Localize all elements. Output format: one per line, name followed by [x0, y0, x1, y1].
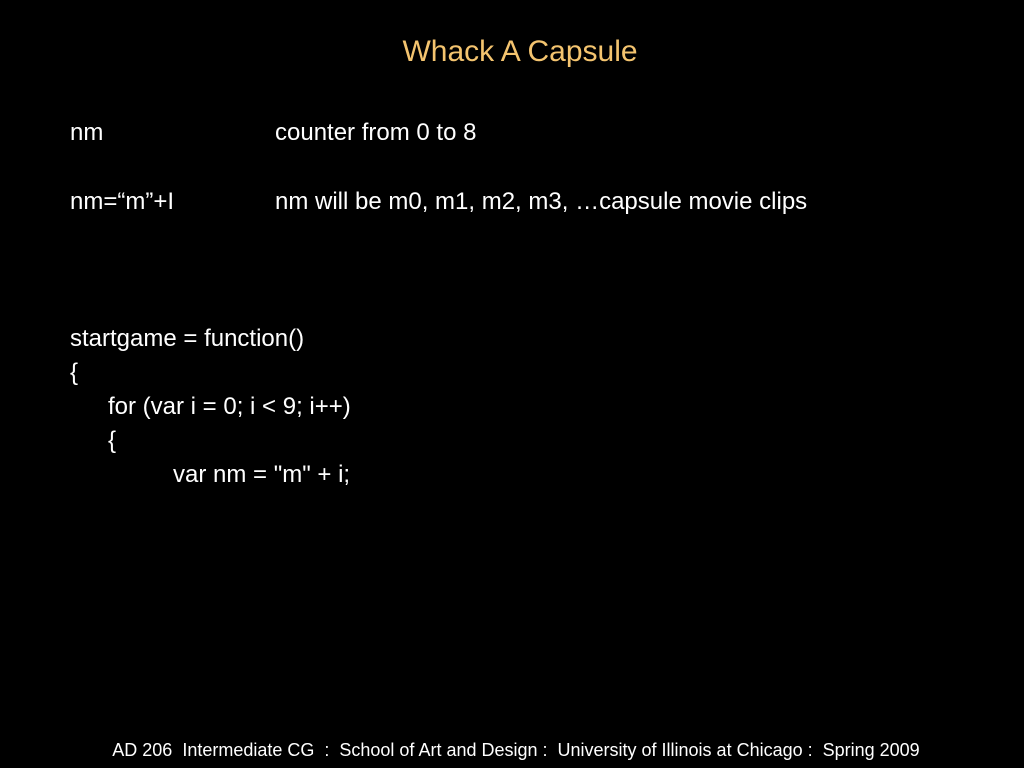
code-line-for-loop: for (var i = 0; i < 9; i++)	[108, 393, 351, 420]
definition-description: nm will be m0, m1, m2, m3, …capsule movie clips	[275, 188, 808, 215]
code-line-loop-open-brace: {	[108, 427, 117, 454]
definition-term: nm	[70, 119, 104, 146]
code-line-open-brace: {	[70, 359, 79, 386]
code-line-var-nm: var nm = "m" + i;	[173, 461, 351, 488]
code-line-function-declaration: startgame = function()	[70, 325, 305, 352]
definition-row-nm	[70, 118, 476, 148]
definition-row-nm-expression	[70, 187, 807, 217]
definition-term: nm=“m”+I	[70, 188, 175, 215]
slide-title: Whack A Capsule	[402, 35, 638, 68]
slide-footer: AD 206 Intermediate CG : School of Art and Design : University of Illinois at Chicago : Spring 2009	[112, 740, 920, 760]
definition-description: counter from 0 to 8	[275, 119, 477, 146]
